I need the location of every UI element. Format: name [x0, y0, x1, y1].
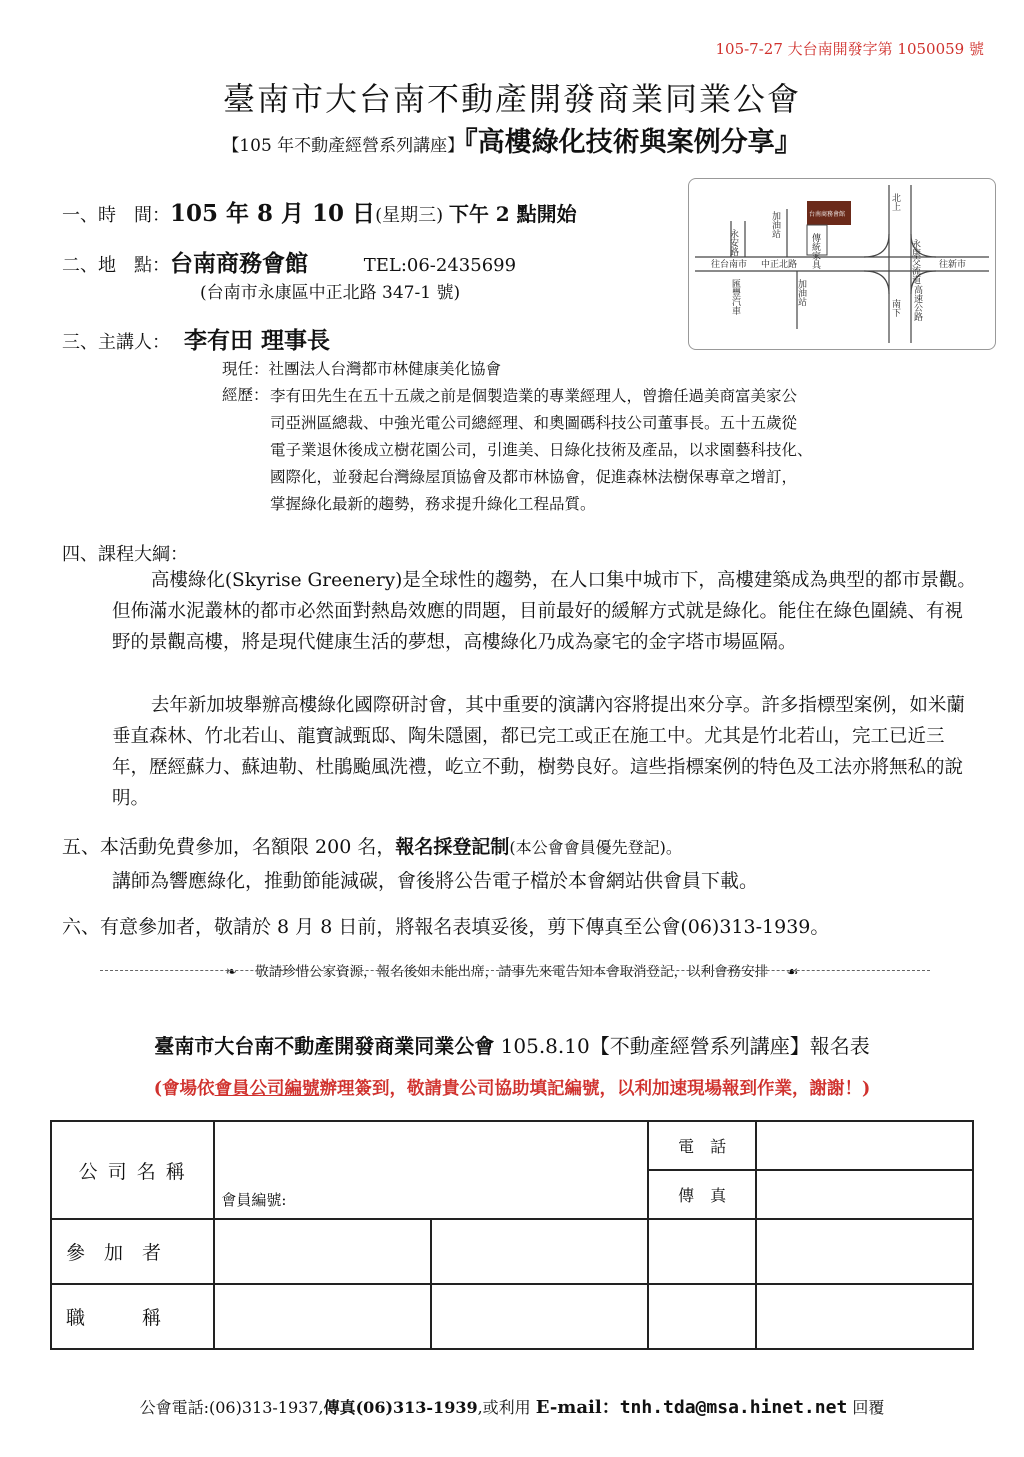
contact-footer	[0, 1393, 1024, 1419]
outline-paragraph-1: 高樓綠化(Skyrise Greenery)是全球性的趨勢，在人口集中城市下，高樓建築成為典型的都市景觀。但佈滿水泥叢林的都市必然面對熱島效應的問題，目前最好的緩解方式就是綠化。能住在綠色圍繞、有視野的景觀高樓，將是現代健康生活的夢想，高樓綠化乃成為豪宅的金字塔市場區隔。	[112, 570, 976, 653]
speaker-history	[270, 383, 990, 518]
venue-address: (台南市永康區中正北路 347-1 號)	[200, 283, 461, 303]
speaker-current-position	[222, 357, 501, 379]
fax-field[interactable]	[756, 1170, 973, 1219]
member-priority-note: (本公會會員優先登記)。	[509, 838, 682, 857]
location-map	[688, 178, 996, 350]
event-time-row	[62, 195, 577, 228]
venue-phone: TEL:06-2435699	[363, 255, 517, 276]
map-label-to-tainan: 往台南市	[711, 260, 748, 270]
history-line: 司亞洲區總裁、中強光電公司總經理、和奧圖碼科技公司董事長。五十五歲從	[270, 414, 798, 432]
note-pre: (會場依	[153, 1079, 215, 1099]
map-label-freeway: 高速公路	[912, 285, 922, 321]
map-label-northbound: 北上	[890, 193, 900, 211]
time-label: 一、時 間：	[62, 205, 170, 226]
form-title	[0, 1030, 1024, 1059]
history-line: 電子業退休後成立樹花園公司，引進美、日綠化技術及產品，以求園藝科技化、	[270, 441, 813, 459]
member-number-label: 會員編號:	[221, 1191, 287, 1209]
form-title-association: 臺南市大台南不動產開發商業同業公會	[154, 1034, 495, 1058]
series-label: 【105 年不動產經營系列講座】	[222, 136, 465, 156]
speaker-row	[62, 322, 330, 355]
ornament-right-icon: ☙	[786, 964, 799, 980]
speaker-history-label: 經歷：	[222, 386, 269, 404]
speaker-name: 李有田 理事長	[184, 327, 331, 354]
attendee-field-3[interactable]	[648, 1219, 755, 1284]
company-name-field[interactable]	[214, 1121, 648, 1219]
company-name-label: 公 司 名 稱	[51, 1121, 214, 1219]
history-line: 國際化，並發起台灣綠屋頂協會及都市林協會，促進森林法樹保專章之增訂，	[270, 468, 798, 486]
map-drawing	[689, 179, 995, 349]
event-weekday: (星期三)	[375, 205, 444, 226]
registration-form	[50, 1120, 974, 1350]
item5-lead: 五、本活動免費參加，名額限 200 名，	[62, 836, 396, 858]
talk-title: 『高樓綠化技術與案例分享』	[464, 127, 802, 158]
job-title-field-3[interactable]	[648, 1284, 755, 1349]
lecture-subtitle	[0, 120, 1024, 159]
map-label-interchange: 永康交流道	[910, 239, 920, 284]
event-place-row	[62, 245, 516, 278]
job-title-field-4[interactable]	[756, 1284, 973, 1349]
attendee-label: 參 加 者	[51, 1219, 214, 1284]
outline-label: 四、課程大綱：	[62, 544, 188, 565]
job-title-label: 職 稱	[51, 1284, 214, 1349]
form-title-event: 105.8.10【不動產經營系列講座】報名表	[494, 1034, 870, 1058]
map-label-car-dealer: 匯豐汽車	[730, 279, 740, 315]
fax-instructions: 六、有意參加者，敬請於 8 月 8 日前，將報名表填妥後，剪下傳真至公會(06)313-1939。	[62, 916, 830, 938]
history-line: 掌握綠化最新的趨勢，務求提升綠化工程品質。	[270, 495, 596, 513]
footer-email[interactable]: tnh.tda@msa.hinet.net	[619, 1397, 848, 1418]
cut-line	[100, 970, 930, 971]
speaker-label: 三、主講人：	[62, 332, 170, 353]
history-line: 李有田先生在五十五歲之前是個製造業的專業經理人，曾擔任過美商富美家公	[270, 387, 798, 405]
footer-fax: 傳真(06)313-1939	[323, 1398, 478, 1417]
footer-phone: 公會電話:(06)313-1937,	[139, 1398, 324, 1417]
phone-field[interactable]	[756, 1121, 973, 1170]
attendee-field-2[interactable]	[431, 1219, 648, 1284]
map-label-zhongzheng-n-rd: 中正北路	[761, 260, 798, 270]
note-member-company: 會員公司	[214, 1079, 285, 1099]
map-label-southbound: 南下	[890, 299, 900, 317]
map-label-gas-station-1: 加油站	[770, 211, 780, 238]
registration-info	[62, 832, 682, 859]
attendee-field-4[interactable]	[756, 1219, 973, 1284]
map-label-furniture: 傳統家具	[810, 233, 820, 269]
job-title-field-2[interactable]	[431, 1284, 648, 1349]
map-label-gas-station-2: 加油站	[796, 279, 806, 306]
footer-reply: 回覆	[847, 1398, 885, 1417]
notice-text: 敬請珍惜公家資源，報名後如未能出席，請事先來電告知本會取消登記，以利會務安排	[255, 964, 769, 980]
map-label-to-xinshi: 往新市	[939, 260, 967, 270]
ornament-left-icon: ❧	[225, 964, 237, 980]
event-start-time: 下午 2 點開始	[448, 202, 577, 226]
current-label: 現任：	[222, 360, 269, 378]
map-label-yongan-rd: 永安路	[728, 229, 738, 256]
form-checkin-note	[0, 1075, 1024, 1100]
footer-mid: ,或利用	[477, 1398, 536, 1417]
current-value: 社團法人台灣都市林健康美化協會	[268, 360, 502, 378]
phone-label: 電 話	[648, 1121, 755, 1170]
registration-method: 報名採登記制	[395, 836, 510, 858]
event-date: 105 年 8 月 10 日	[170, 200, 376, 227]
job-title-field-1[interactable]	[214, 1284, 431, 1349]
place-label: 二、地 點：	[62, 255, 170, 276]
association-title: 臺南市大台南不動產開發商業同業公會	[222, 80, 801, 118]
venue-name: 台南商務會館	[170, 250, 308, 277]
attendee-field-1[interactable]	[214, 1219, 431, 1284]
document-reference-number: 105-7-27 大台南開發字第 1050059 號	[715, 40, 984, 58]
footer-email-label: E-mail：	[535, 1397, 620, 1418]
note-post: 辦理簽到，敬請貴公司協助填記編號，以利加速現場報到作業，謝謝！)	[319, 1079, 871, 1099]
download-note: 講師為響應綠化，推動節能減碳，會後將公告電子檔於本會網站供會員下載。	[112, 870, 759, 892]
note-number: 編號	[284, 1079, 320, 1099]
fax-label: 傳 真	[648, 1170, 755, 1219]
outline-paragraph-2: 去年新加坡舉辦高樓綠化國際研討會，其中重要的演講內容將提出來分享。許多指標型案例，如米蘭垂直森林、竹北若山、龍寶誠甄邸、陶朱隱園，都已完工或正在施工中。尤其是竹北若山，完工已近三年，歷經蘇力、蘇迪勒、杜鵑颱風洗禮，屹立不動，樹勢良好。這些指標案例的特色及工法亦將無私的說明。	[112, 695, 965, 809]
map-label-venue: 台南商務會館	[809, 211, 846, 218]
